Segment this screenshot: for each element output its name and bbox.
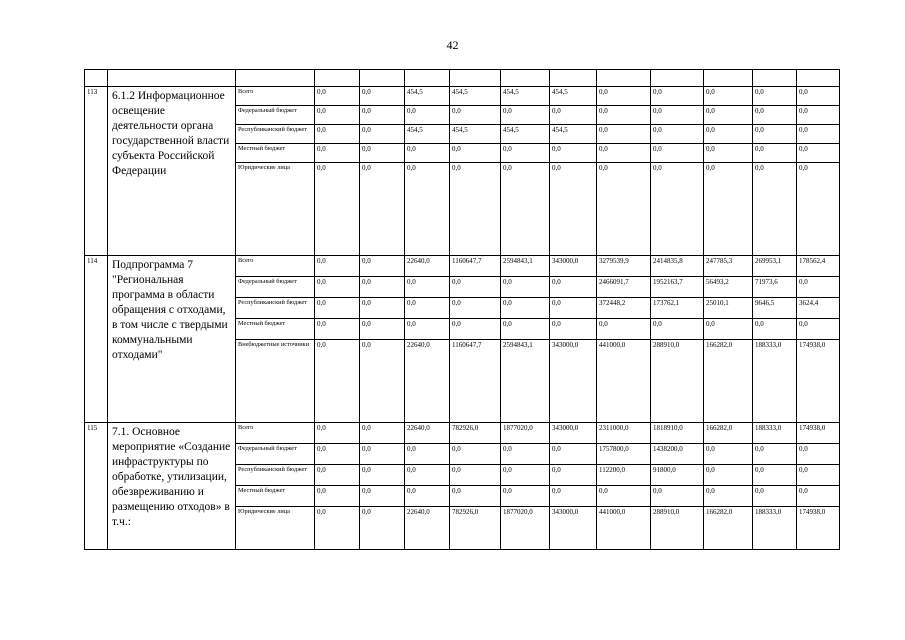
funding-source: Юридические лица [236,163,315,256]
value-cell: 0,0 [797,87,840,106]
header-cell [651,70,704,87]
value-cell: 0,0 [315,125,360,144]
table-row [85,256,840,277]
value-cell: 0,0 [753,125,797,144]
value-cell: 0,0 [550,444,597,465]
measure-name: 7.1. Основное мероприятие «Создание инфраструктуры по обработке, утилизации, обезвреживанию и размещению отходов» в т.ч.: [108,423,236,550]
value-cell: 0,0 [797,319,840,340]
value-cell: 454,5 [501,125,550,144]
table-row [85,87,840,106]
value-cell: 0,0 [753,144,797,163]
value-cell: 173762,1 [651,298,704,319]
value-cell: 0,0 [597,106,651,125]
value-cell: 0,0 [315,423,360,444]
header-cell [236,70,315,87]
value-cell: 174938,0 [797,507,840,550]
value-cell: 0,0 [501,319,550,340]
value-cell: 0,0 [360,144,405,163]
value-cell: 372448,2 [597,298,651,319]
value-cell: 2466091,7 [597,277,651,298]
funding-source: Республиканский бюджет [236,465,315,486]
value-cell: 0,0 [360,256,405,277]
value-cell: 0,0 [405,106,450,125]
value-cell: 22640,0 [405,256,450,277]
value-cell: 0,0 [753,163,797,256]
header-cell [550,70,597,87]
value-cell: 0,0 [450,319,501,340]
header-cell [501,70,550,87]
value-cell: 1757800,0 [597,444,651,465]
value-cell: 454,5 [405,125,450,144]
value-cell: 0,0 [360,106,405,125]
value-cell: 0,0 [315,256,360,277]
header-row [85,70,840,87]
value-cell: 0,0 [315,106,360,125]
value-cell: 0,0 [315,144,360,163]
value-cell: 0,0 [550,298,597,319]
value-cell: 0,0 [360,125,405,144]
funding-source: Местный бюджет [236,319,315,340]
value-cell: 0,0 [501,163,550,256]
value-cell: 0,0 [360,340,405,423]
value-cell: 0,0 [405,277,450,298]
value-cell: 0,0 [550,163,597,256]
value-cell: 343000,0 [550,507,597,550]
value-cell: 0,0 [651,87,704,106]
value-cell: 0,0 [704,144,753,163]
value-cell: 0,0 [315,486,360,507]
value-cell: 0,0 [450,163,501,256]
value-cell: 0,0 [450,465,501,486]
value-cell: 1877020,0 [501,423,550,444]
value-cell: 1952163,7 [651,277,704,298]
value-cell: 454,5 [550,87,597,106]
value-cell: 3624,4 [797,298,840,319]
value-cell: 0,0 [651,319,704,340]
value-cell: 441000,0 [597,507,651,550]
funding-source: Всего [236,423,315,444]
value-cell: 0,0 [704,465,753,486]
value-cell: 0,0 [797,465,840,486]
value-cell: 0,0 [753,465,797,486]
funding-source: Республиканский бюджет [236,125,315,144]
table-body [85,70,840,550]
header-cell [450,70,501,87]
funding-source: Федеральный бюджет [236,106,315,125]
value-cell: 0,0 [315,507,360,550]
funding-source: Местный бюджет [236,144,315,163]
value-cell: 782926,0 [450,423,501,444]
value-cell: 0,0 [450,277,501,298]
header-cell [315,70,360,87]
funding-source: Внебюджетные источники [236,340,315,423]
value-cell: 454,5 [550,125,597,144]
value-cell: 0,0 [597,486,651,507]
value-cell: 1438200,0 [651,444,704,465]
value-cell: 0,0 [501,106,550,125]
value-cell: 188333,0 [753,507,797,550]
value-cell: 0,0 [315,298,360,319]
value-cell: 0,0 [651,125,704,144]
value-cell: 0,0 [753,87,797,106]
value-cell: 454,5 [405,87,450,106]
value-cell: 0,0 [501,486,550,507]
value-cell: 0,0 [597,144,651,163]
value-cell: 22640,0 [405,507,450,550]
value-cell: 0,0 [704,87,753,106]
value-cell: 0,0 [550,144,597,163]
value-cell: 343000,0 [550,423,597,444]
value-cell: 0,0 [450,106,501,125]
header-cell [360,70,405,87]
value-cell: 188333,0 [753,340,797,423]
value-cell: 0,0 [651,486,704,507]
value-cell: 0,0 [405,465,450,486]
value-cell: 0,0 [501,298,550,319]
value-cell: 56493,2 [704,277,753,298]
value-cell: 288910,0 [651,507,704,550]
value-cell: 454,5 [450,87,501,106]
value-cell: 2594843,1 [501,256,550,277]
value-cell: 0,0 [360,277,405,298]
value-cell: 22640,0 [405,340,450,423]
row-index: 115 [85,423,108,550]
value-cell: 782926,0 [450,507,501,550]
value-cell: 91800,0 [651,465,704,486]
value-cell: 0,0 [797,486,840,507]
value-cell: 0,0 [360,465,405,486]
measure-name: Подпрограмма 7 "Региональная программа в области обращения с отходами, в том числе с твердыми коммунальными отходами" [108,256,236,423]
value-cell: 0,0 [405,163,450,256]
value-cell: 0,0 [651,144,704,163]
value-cell: 174938,0 [797,340,840,423]
value-cell: 0,0 [704,163,753,256]
header-cell [405,70,450,87]
value-cell: 0,0 [550,106,597,125]
value-cell: 0,0 [315,163,360,256]
value-cell: 0,0 [405,486,450,507]
header-cell [704,70,753,87]
value-cell: 0,0 [315,444,360,465]
value-cell: 188333,0 [753,423,797,444]
value-cell: 0,0 [360,423,405,444]
value-cell: 0,0 [315,87,360,106]
value-cell: 0,0 [315,319,360,340]
value-cell: 0,0 [704,106,753,125]
value-cell: 71973,6 [753,277,797,298]
value-cell: 0,0 [753,319,797,340]
value-cell: 454,5 [450,125,501,144]
header-cell [108,70,236,87]
value-cell: 1160647,7 [450,256,501,277]
header-cell [797,70,840,87]
value-cell: 0,0 [753,106,797,125]
value-cell: 25010,1 [704,298,753,319]
value-cell: 0,0 [405,444,450,465]
value-cell: 166282,0 [704,423,753,444]
value-cell: 0,0 [797,444,840,465]
value-cell: 0,0 [315,465,360,486]
funding-source: Местный бюджет [236,486,315,507]
value-cell: 2311000,0 [597,423,651,444]
value-cell: 0,0 [704,319,753,340]
funding-source: Федеральный бюджет [236,444,315,465]
value-cell: 3279539,9 [597,256,651,277]
value-cell: 0,0 [315,340,360,423]
value-cell: 0,0 [597,125,651,144]
row-index: 114 [85,256,108,423]
header-cell [753,70,797,87]
value-cell: 1160647,7 [450,340,501,423]
value-cell: 0,0 [597,163,651,256]
value-cell: 166282,0 [704,340,753,423]
value-cell: 0,0 [501,144,550,163]
value-cell: 22640,0 [405,423,450,444]
value-cell: 0,0 [315,277,360,298]
value-cell: 0,0 [797,144,840,163]
value-cell: 454,5 [501,87,550,106]
value-cell: 441000,0 [597,340,651,423]
table-row [85,423,840,444]
funding-source: Всего [236,87,315,106]
value-cell: 0,0 [704,444,753,465]
value-cell: 0,0 [501,444,550,465]
value-cell: 247785,3 [704,256,753,277]
value-cell: 343000,0 [550,340,597,423]
value-cell: 0,0 [797,125,840,144]
value-cell: 0,0 [797,277,840,298]
value-cell: 1818910,0 [651,423,704,444]
value-cell: 0,0 [550,486,597,507]
row-index: 113 [85,87,108,256]
value-cell: 2414835,8 [651,256,704,277]
value-cell: 0,0 [501,465,550,486]
value-cell: 0,0 [360,163,405,256]
value-cell: 112200,0 [597,465,651,486]
value-cell: 0,0 [651,106,704,125]
header-cell [597,70,651,87]
funding-source: Юридические лица [236,507,315,550]
header-cell [85,70,108,87]
value-cell: 0,0 [597,319,651,340]
funding-source: Всего [236,256,315,277]
funding-source: Федеральный бюджет [236,277,315,298]
measure-name: 6.1.2 Информационное освещение деятельности органа государственной власти субъекта Российской Федерации [108,87,236,256]
value-cell: 0,0 [704,125,753,144]
value-cell: 2594843,1 [501,340,550,423]
value-cell: 174938,0 [797,423,840,444]
value-cell: 288910,0 [651,340,704,423]
value-cell: 0,0 [797,163,840,256]
value-cell: 0,0 [360,298,405,319]
value-cell: 0,0 [450,144,501,163]
value-cell: 0,0 [360,507,405,550]
value-cell: 0,0 [550,465,597,486]
value-cell: 0,0 [405,298,450,319]
value-cell: 0,0 [704,486,753,507]
value-cell: 1877020,0 [501,507,550,550]
value-cell: 0,0 [405,144,450,163]
value-cell: 0,0 [360,319,405,340]
funding-source: Республиканский бюджет [236,298,315,319]
value-cell: 0,0 [405,319,450,340]
value-cell: 0,0 [753,486,797,507]
value-cell: 0,0 [550,277,597,298]
value-cell: 0,0 [360,444,405,465]
value-cell: 0,0 [797,106,840,125]
value-cell: 166282,0 [704,507,753,550]
value-cell: 0,0 [597,87,651,106]
value-cell: 0,0 [360,486,405,507]
value-cell: 343000,0 [550,256,597,277]
value-cell: 0,0 [753,444,797,465]
value-cell: 0,0 [450,298,501,319]
page-number: 42 [446,38,459,52]
value-cell: 0,0 [651,163,704,256]
value-cell: 9646,5 [753,298,797,319]
value-cell: 178562,4 [797,256,840,277]
value-cell: 0,0 [450,486,501,507]
value-cell: 0,0 [450,444,501,465]
value-cell: 0,0 [550,319,597,340]
value-cell: 0,0 [501,277,550,298]
value-cell: 0,0 [360,87,405,106]
budget-table [84,69,840,550]
value-cell: 269953,1 [753,256,797,277]
